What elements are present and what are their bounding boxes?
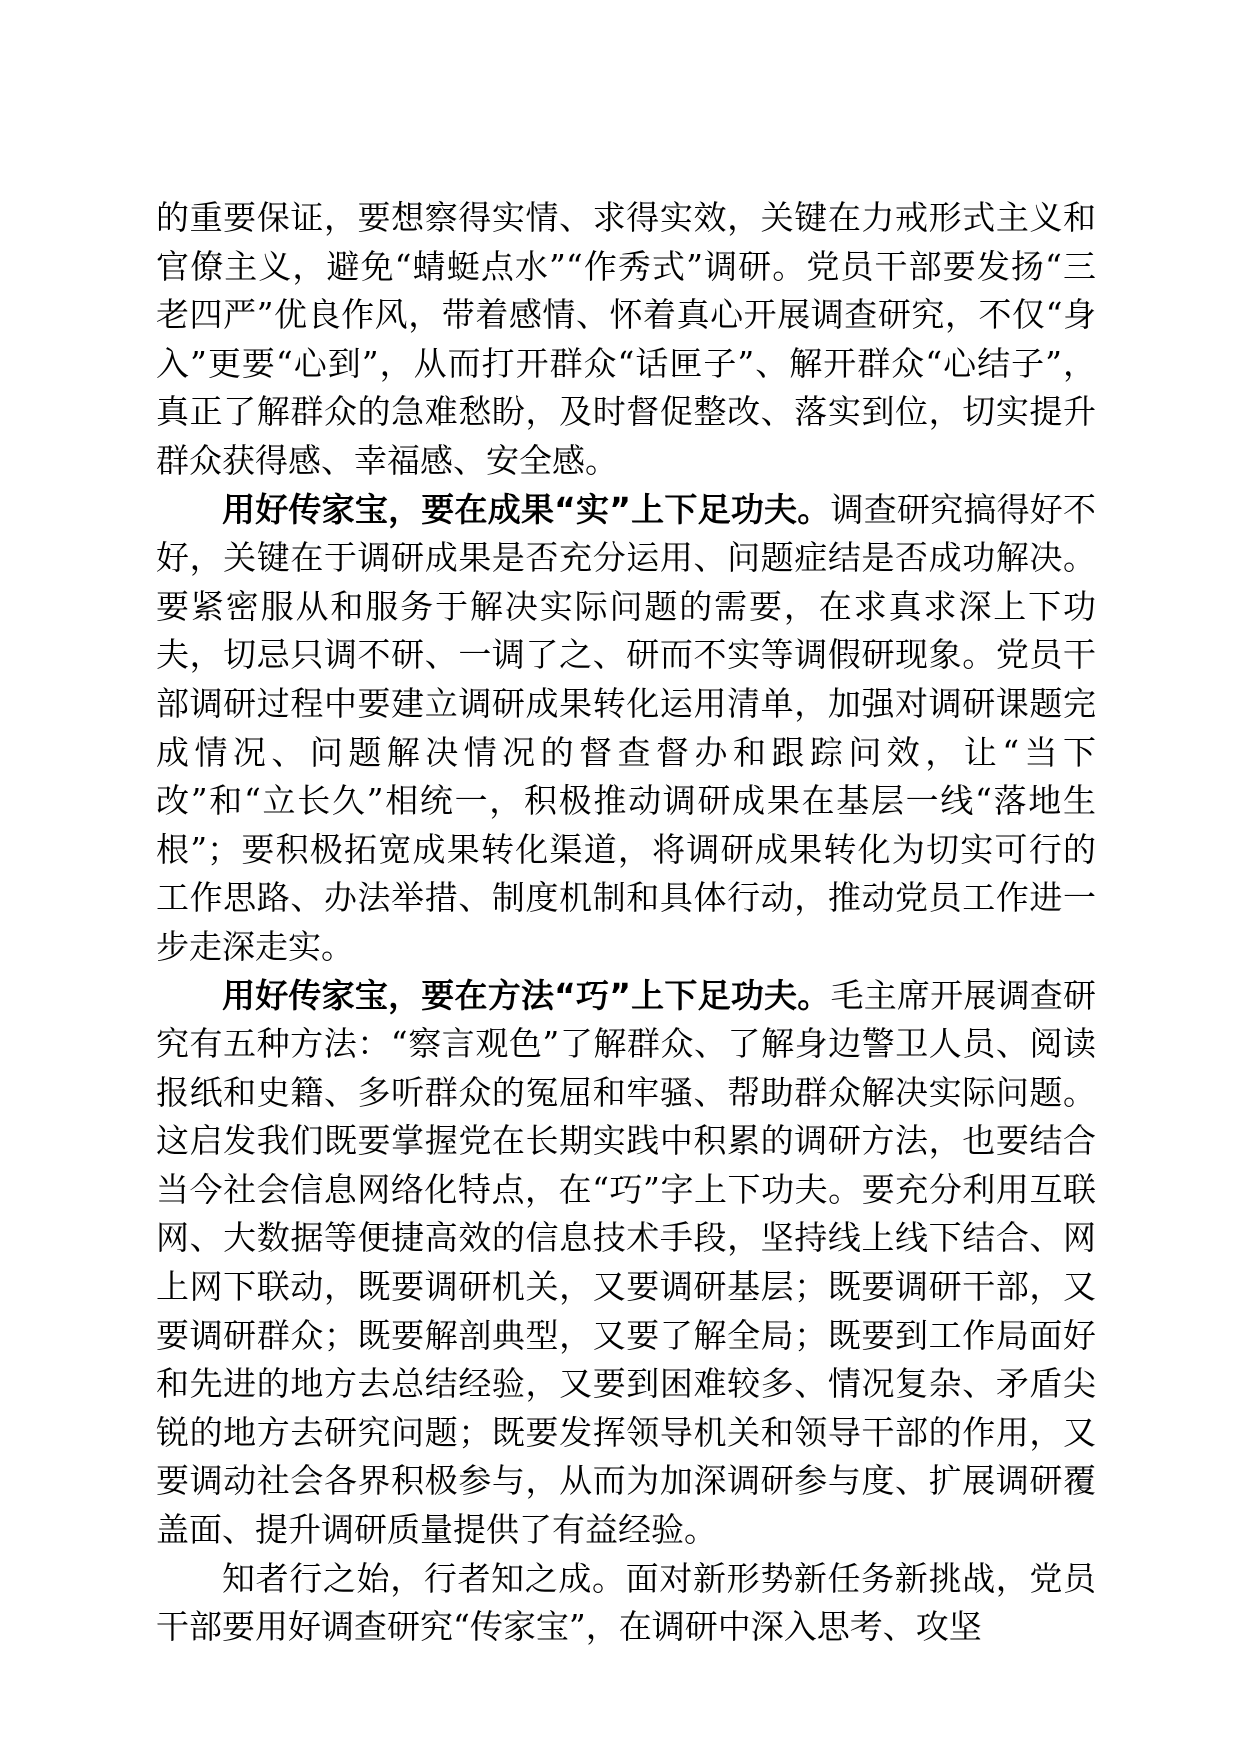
paragraph-conclusion bbox=[156, 1555, 1096, 1652]
paragraph-results bbox=[156, 486, 1096, 972]
paragraph-methods bbox=[156, 972, 1096, 1555]
paragraph-lead: 用好传家宝，要在成果“实”上下足功夫。 bbox=[222, 489, 831, 529]
paragraph-continuation bbox=[156, 194, 1096, 486]
paragraph-body: 毛主席开展调查研究有五种方法：“察言观色”了解群众、了解身边警卫人员、阅读报纸和史籍、多听群众的冤屈和牢骚、帮助群众解决实际问题。这启发我们既要掌握党在长期实践中积累的调研方法，也要结合当今社会信息网络化特点，在“巧”字上下功夫。要充分利用互联网、大数据等便捷高效的信息技术手段，坚持线上线下结合、网上网下联动，既要调研机关，又要调研基层；既要调研干部，又要调研群众；既要解剖典型，又要了解全局；既要到工作局面好和先进的地方去总结经验，又要到困难较多、情况复杂、矛盾尖锐的地方去研究问题；既要发挥领导机关和领导干部的作用，又要调动社会各界积极参与，从而为加深调研参与度、扩展调研覆盖面、提升调研质量提供了有益经验。 bbox=[156, 975, 1096, 1550]
paragraph-body: 的重要保证，要想察得实情、求得实效，关键在力戒形式主义和官僚主义，避免“蜻蜓点水”“作秀式”调研。党员干部要发扬“三老四严”优良作风，带着感情、怀着真心开展调查研究，不仅“身入”更要“心到”，从而打开群众“话匣子”、解开群众“心结子”，真正了解群众的急难愁盼，及时督促整改、落实到位，切实提升群众获得感、幸福感、安全感。 bbox=[156, 198, 1096, 480]
paragraph-body: 调查研究搞得好不好，关键在于调研成果是否充分运用、问题症结是否成功解决。要紧密服从和服务于解决实际问题的需要，在求真求深上下功夫，切忌只调不研、一调了之、研而不实等调假研现象。党员干部调研过程中要建立调研成果转化运用清单，加强对调研课题完成情况、问题解决情况的督查督办和跟踪问效，让“当下改”和“立长久”相统一，积极推动调研成果在基层一线“落地生根”；要积极拓宽成果转化渠道，将调研成果转化为切实可行的工作思路、办法举措、制度机制和具体行动，推动党员工作进一步走深走实。 bbox=[156, 489, 1096, 966]
paragraph-lead: 用好传家宝，要在方法“巧”上下足功夫。 bbox=[222, 975, 831, 1015]
paragraph-body: 知者行之始，行者知之成。面对新形势新任务新挑战，党员干部要用好调查研究“传家宝”，在调研中深入思考、攻坚 bbox=[156, 1558, 1096, 1647]
document-page bbox=[156, 194, 1096, 1652]
